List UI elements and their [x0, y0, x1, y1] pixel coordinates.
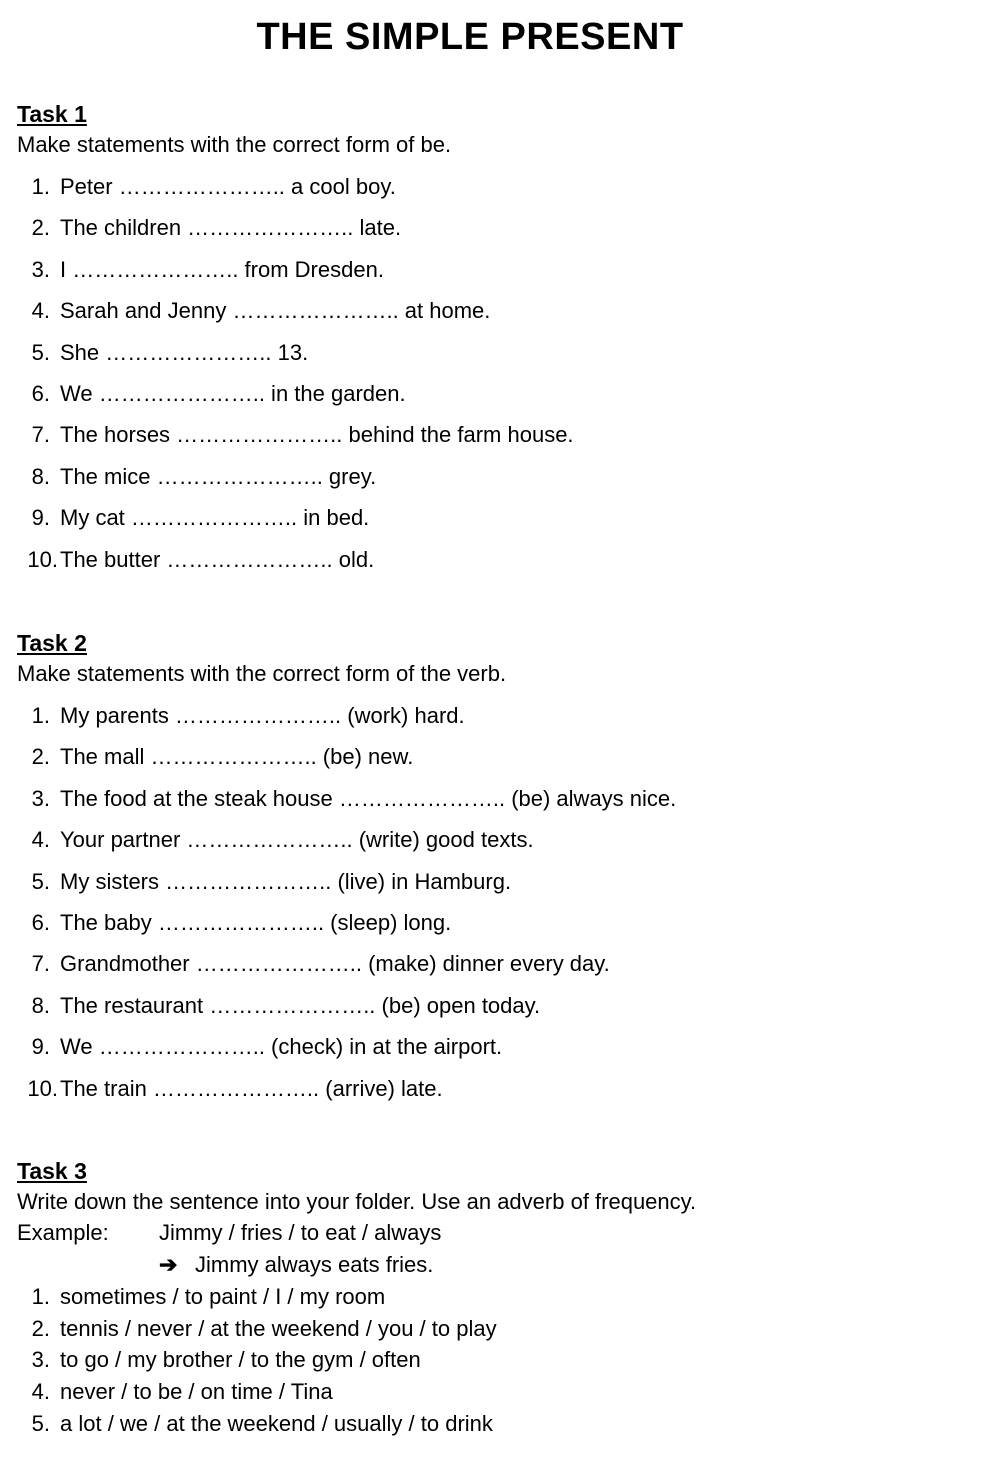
item-text: The mice ………………….. grey. [60, 463, 377, 489]
list-item [17, 249, 947, 290]
list-item [17, 373, 947, 414]
list-item [17, 861, 947, 902]
item-number: 10. [27, 546, 58, 572]
task-1-section [17, 100, 947, 580]
item-number: 2. [31, 215, 50, 241]
item-number: 5. [31, 339, 50, 365]
list-item [17, 332, 947, 373]
list-item [17, 539, 947, 580]
list-item [17, 695, 947, 736]
item-text: We ………………….. in the garden. [60, 380, 406, 406]
arrow-right-icon: ➔ [159, 1252, 178, 1277]
task-2-heading: Task 2 [17, 630, 87, 656]
task-2-section [17, 629, 947, 1109]
item-text: never / to be / on time / Tina [60, 1379, 333, 1405]
example-answer-row [17, 1249, 947, 1281]
item-number: 9. [31, 505, 50, 531]
item-text: My cat ………………….. in bed. [60, 505, 370, 531]
item-text: The mall ………………….. (be) new. [60, 744, 414, 770]
item-text: The butter ………………….. old. [60, 546, 375, 572]
item-text: The horses ………………….. behind the farm house. [60, 422, 574, 448]
list-item [17, 290, 947, 331]
item-text: We ………………….. (check) in at the airport. [60, 1034, 503, 1060]
task-2-list [17, 695, 947, 1109]
item-number: 1. [31, 1284, 50, 1309]
item-text: Grandmother ………………….. (make) dinner every day. [60, 951, 610, 977]
item-text: She ………………….. 13. [60, 339, 309, 365]
task-1-instruction: Make statements with the correct form of be. [17, 132, 452, 157]
list-item [17, 456, 947, 497]
item-number: 8. [31, 992, 50, 1018]
item-text: tennis / never / at the weekend / you / to play [60, 1315, 497, 1341]
list-item [17, 207, 947, 248]
task-3-list [17, 1281, 947, 1439]
item-text: The children ………………….. late. [60, 215, 402, 241]
item-text: sometimes / to paint / I / my room [60, 1284, 386, 1309]
list-item [17, 1026, 947, 1067]
item-text: The restaurant ………………….. (be) open today. [60, 992, 541, 1018]
item-number: 4. [31, 827, 50, 853]
item-text: The train ………………….. (arrive) late. [60, 1075, 443, 1101]
item-text: I ………………….. from Dresden. [60, 256, 384, 282]
item-text: Peter ………………….. a cool boy. [60, 174, 396, 199]
item-text: to go / my brother / to the gym / often [60, 1347, 421, 1373]
item-text: My sisters ………………….. (live) in Hamburg. [60, 868, 512, 894]
item-number: 3. [31, 785, 50, 811]
item-text: Sarah and Jenny ………………….. at home. [60, 298, 491, 324]
example-answer: Jimmy always eats fries. [195, 1252, 434, 1277]
item-text: The food at the steak house ………………….. (be) always nice. [60, 785, 677, 811]
list-item [17, 819, 947, 860]
item-number: 1. [31, 703, 50, 728]
list-item [17, 1313, 947, 1345]
list-item [17, 736, 947, 777]
item-number: 8. [31, 463, 50, 489]
example-label: Example: [17, 1220, 109, 1245]
item-number: 2. [31, 744, 50, 770]
task-1-heading: Task 1 [17, 101, 87, 127]
item-number: 9. [31, 1034, 50, 1060]
task-1-list [17, 166, 947, 580]
list-item [17, 1068, 947, 1109]
list-item [17, 778, 947, 819]
item-number: 5. [31, 1410, 50, 1436]
item-number: 6. [31, 909, 50, 935]
example-prompt: Jimmy / fries / to eat / always [159, 1220, 442, 1245]
item-number: 10. [27, 1075, 58, 1101]
item-number: 2. [31, 1315, 50, 1341]
item-number: 5. [31, 868, 50, 894]
item-text: The baby ………………….. (sleep) long. [60, 909, 452, 935]
task-3-heading: Task 3 [17, 1158, 87, 1184]
task-2-instruction: Make statements with the correct form of the verb. [17, 661, 507, 686]
list-item [17, 1376, 947, 1408]
list-item [17, 166, 947, 207]
task-3-instruction: Write down the sentence into your folder. Use an adverb of frequency. [17, 1189, 697, 1214]
item-text: a lot / we / at the weekend / usually / to drink [60, 1410, 493, 1436]
item-number: 6. [31, 380, 50, 406]
list-item [17, 414, 947, 455]
example-row [17, 1217, 947, 1249]
item-text: Your partner ………………….. (write) good texts. [60, 827, 534, 853]
page-title: THE SIMPLE PRESENT [256, 16, 684, 58]
list-item [17, 902, 947, 943]
list-item [17, 497, 947, 538]
item-number: 3. [31, 256, 50, 282]
list-item [17, 1408, 947, 1440]
item-text: My parents ………………….. (work) hard. [60, 703, 465, 728]
item-number: 1. [31, 174, 50, 199]
list-item [17, 985, 947, 1026]
list-item [17, 1281, 947, 1313]
list-item [17, 943, 947, 984]
task-3-section [17, 1157, 947, 1439]
item-number: 4. [31, 1379, 50, 1405]
item-number: 7. [31, 422, 50, 448]
item-number: 3. [31, 1347, 50, 1373]
list-item [17, 1344, 947, 1376]
item-number: 7. [31, 951, 50, 977]
item-number: 4. [31, 298, 50, 324]
